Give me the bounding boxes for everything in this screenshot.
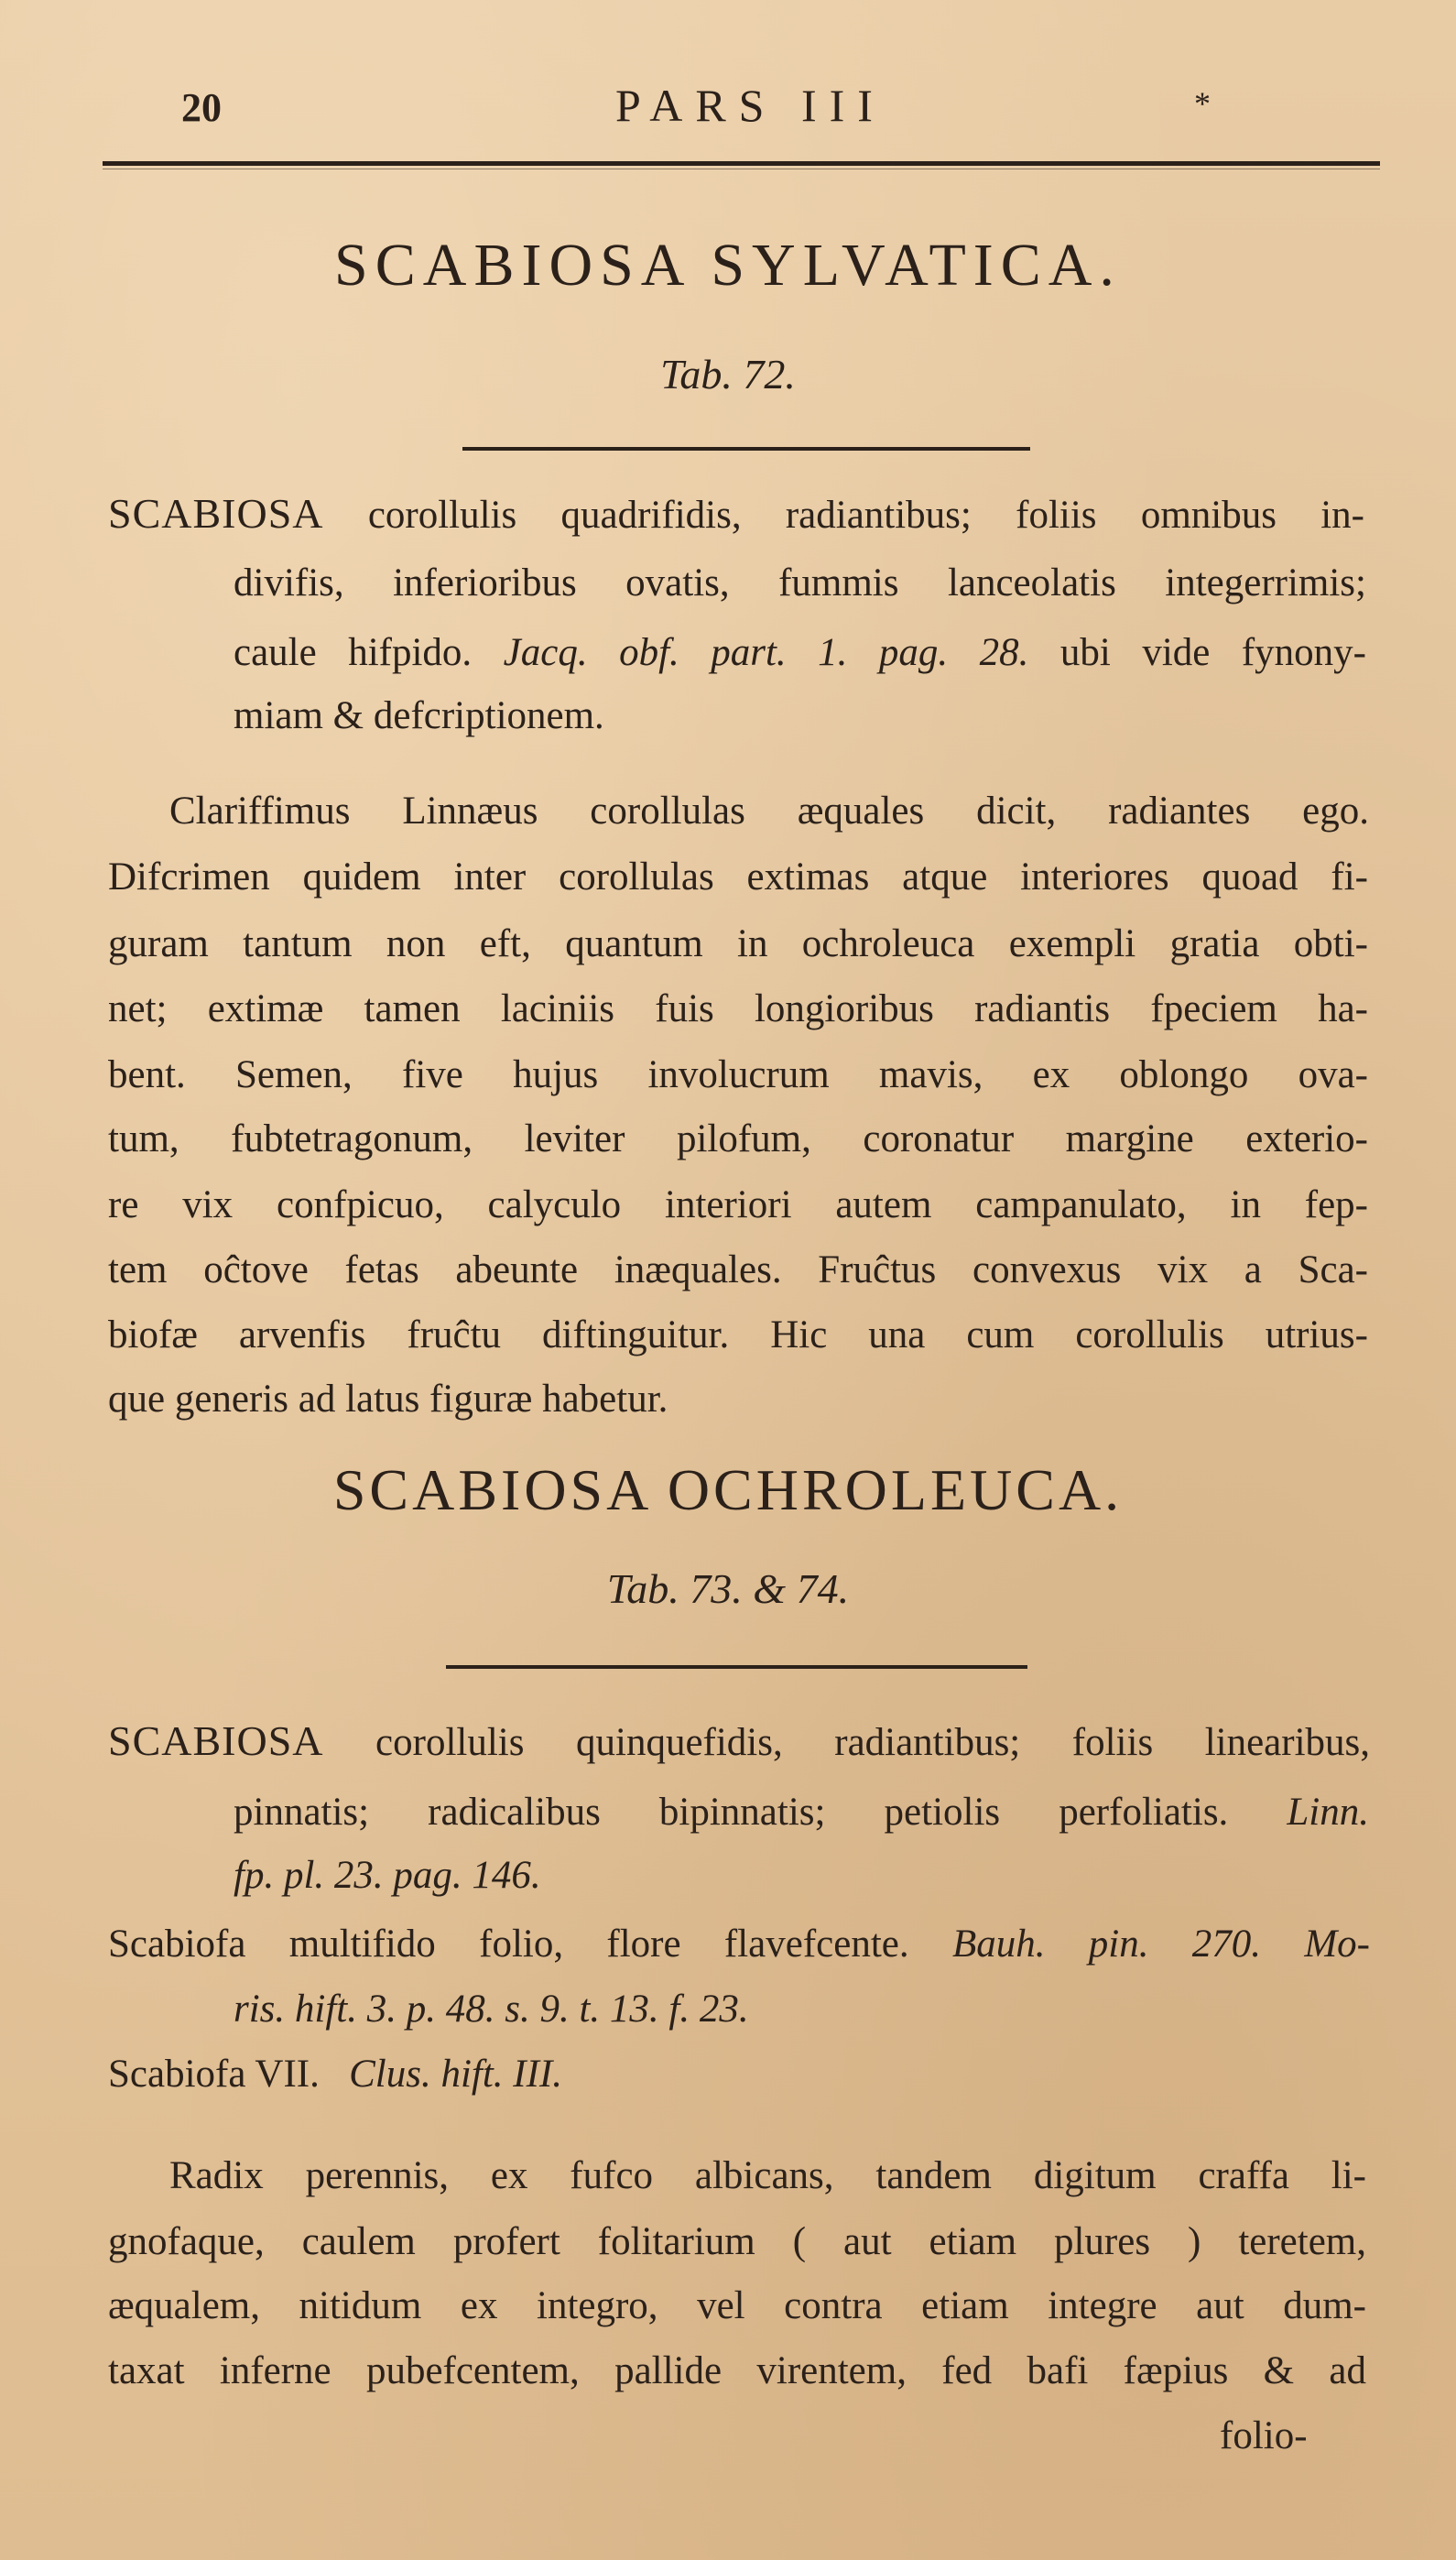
diagnosis-2-line-3: fp. pl. 23. pag. 146. xyxy=(234,1854,541,1897)
entry-title-sylvatica: SCABIOSA SYLVATICA. xyxy=(334,232,1122,299)
paragraph-2-line-2: gnofaque, caulem profert folitarium ( aut etiam plures ) teretem, xyxy=(108,2220,1366,2263)
catchword: folio- xyxy=(1220,2414,1308,2457)
paragraph-1-line-6: tum, fubtetragonum, leviter pilofum, coronatur margine exterio- xyxy=(108,1117,1368,1160)
citation: Clus. hift. III. xyxy=(349,2053,563,2096)
diagnosis-1-line-3: caule hifpido. Jacq. obf. part. 1. pag. 28. ubi vide fynony- xyxy=(234,631,1367,674)
genus-name: SCABIOSA xyxy=(108,1717,324,1764)
citation: Jacq. obf. part. 1. pag. 28. xyxy=(503,631,1029,674)
paragraph-1-line-3: guram tantum non eft, quantum in ochroleuca exempli gratia obti- xyxy=(108,922,1368,965)
paragraph-1-line-1: Clariffimus Linnæus corollulas æquales dicit, radiantes ego. xyxy=(169,790,1369,833)
diagnosis-2-line-2: pinnatis; radicalibus bipinnatis; petiolis perfoliatis. Linn. xyxy=(234,1791,1369,1834)
paragraph-1-line-10: que generis ad latus figuræ habetur. xyxy=(108,1378,668,1421)
diagnosis-1-line-4: miam & defcriptionem. xyxy=(234,694,604,737)
paragraph-1-line-7: re vix confpicuo, calyculo interiori autem campanulato, in fep- xyxy=(108,1183,1368,1226)
citation: Bauh. pin. 270. Mo- xyxy=(951,1923,1370,1966)
plate-reference-1: Tab. 72. xyxy=(660,351,796,398)
paragraph-2-line-1: Radix perennis, ex fufco albicans, tandem digitum craffa li- xyxy=(169,2154,1366,2197)
synonym-2: Scabiofa VII. Clus. hift. III. xyxy=(108,2053,563,2096)
paragraph-1-line-5: bent. Semen, five hujus involucrum mavis, ex oblongo ova- xyxy=(108,1053,1368,1096)
page-number: 20 xyxy=(181,85,222,130)
diagnosis-2-line-1: SCABIOSA corollulis quinquefidis, radiantibus; foliis linearibus, xyxy=(108,1717,1371,1764)
paragraph-1-line-8: tem oĉtove fetas abeunte inæquales. Fruĉtus convexus vix a Sca- xyxy=(108,1248,1368,1291)
plate-reference-2: Tab. 73. & 74. xyxy=(606,1565,850,1612)
synonym-1-line-1: Scabiofa multifido folio, flore flavefcente. Bauh. pin. 270. Mo- xyxy=(108,1923,1370,1966)
running-head-mark: * xyxy=(1194,85,1211,122)
entry-title-ochroleuca: SCABIOSA OCHROLEUCA. xyxy=(332,1457,1124,1522)
genus-name: SCABIOSA xyxy=(108,490,324,537)
paragraph-1-line-9: biofæ arvenfis fruĉtu diftinguitur. Hic una cum corollulis utrius- xyxy=(108,1313,1368,1356)
citation: Linn. xyxy=(1287,1791,1369,1834)
paragraph-1-line-4: net; extimæ tamen laciniis fuis longioribus radiantis fpeciem ha- xyxy=(108,987,1368,1030)
section-rule-1 xyxy=(462,447,1030,451)
running-head-title: PARS III xyxy=(615,80,886,131)
synonym-1-line-2: ris. hift. 3. p. 48. s. 9. t. 13. f. 23. xyxy=(234,1988,749,2031)
section-rule-2 xyxy=(446,1665,1027,1669)
paragraph-1-line-2: Difcrimen quidem inter corollulas extimas atque interiores quoad fi- xyxy=(108,855,1368,899)
diagnosis-1-line-1: SCABIOSA corollulis quadrifidis, radiantibus; foliis omnibus in- xyxy=(108,490,1365,537)
paragraph-2-line-4: taxat inferne pubefcentem, pallide virentem, fed bafi fæpius & ad xyxy=(108,2349,1366,2392)
head-rule xyxy=(103,161,1380,166)
diagnosis-1-line-2: divifis, inferioribus ovatis, fummis lanceolatis integerrimis; xyxy=(234,561,1366,605)
paragraph-2-line-3: æqualem, nitidum ex integro, vel contra etiam integre aut dum- xyxy=(108,2284,1366,2327)
